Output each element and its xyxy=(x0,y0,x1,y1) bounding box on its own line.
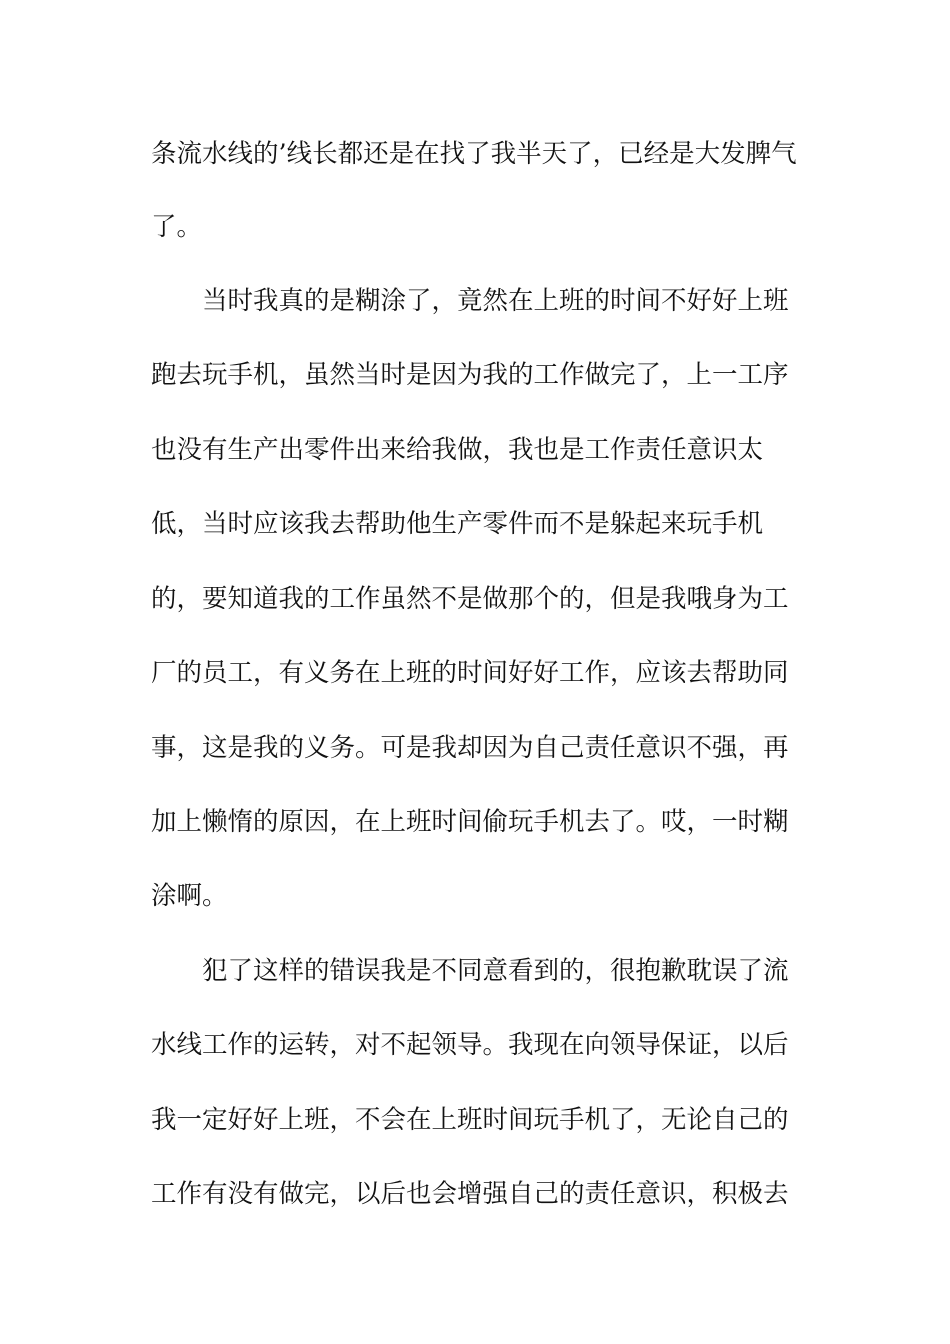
text-line-9: 事，这是我的义务。可是我却因为自己责任意识不强，再 xyxy=(151,733,789,763)
text-line-15: 工作有没有做完，以后也会增强自己的责任意识，积极去 xyxy=(151,1179,789,1209)
text-line-13: 水线工作的运转，对不起领导。我现在向领导保证，以后 xyxy=(151,1030,789,1060)
text-line-11: 涂啊。 xyxy=(151,881,228,911)
text-line-14: 我一定好好上班，不会在上班时间玩手机了，无论自己的 xyxy=(151,1105,789,1135)
text-line-6: 低，当时应该我去帮助他生产零件而不是躲起来玩手机 xyxy=(151,509,764,539)
text-line-3: 当时我真的是糊涂了，竟然在上班的时间不好好上班 xyxy=(202,286,789,316)
text-line-5: 也没有生产出零件出来给我做，我也是工作责任意识太 xyxy=(151,435,764,465)
text-line-12: 犯了这样的错误我是不同意看到的，很抱歉耽误了流 xyxy=(202,956,789,986)
text-line-8: 厂的员工，有义务在上班的时间好好工作，应该去帮助同 xyxy=(151,658,789,688)
text-line-10: 加上懒惰的原因，在上班时间偷玩手机去了。哎，一时糊 xyxy=(151,807,789,837)
text-line-4: 跑去玩手机，虽然当时是因为我的工作做完了，上一工序 xyxy=(151,360,789,390)
text-line-1: 条流水线的’线长都还是在找了我半天了，已经是大发脾气 xyxy=(151,139,797,169)
text-line-2: 了。 xyxy=(151,212,203,242)
text-line-7: 的，要知道我的工作虽然不是做那个的，但是我哦身为工 xyxy=(151,584,789,614)
